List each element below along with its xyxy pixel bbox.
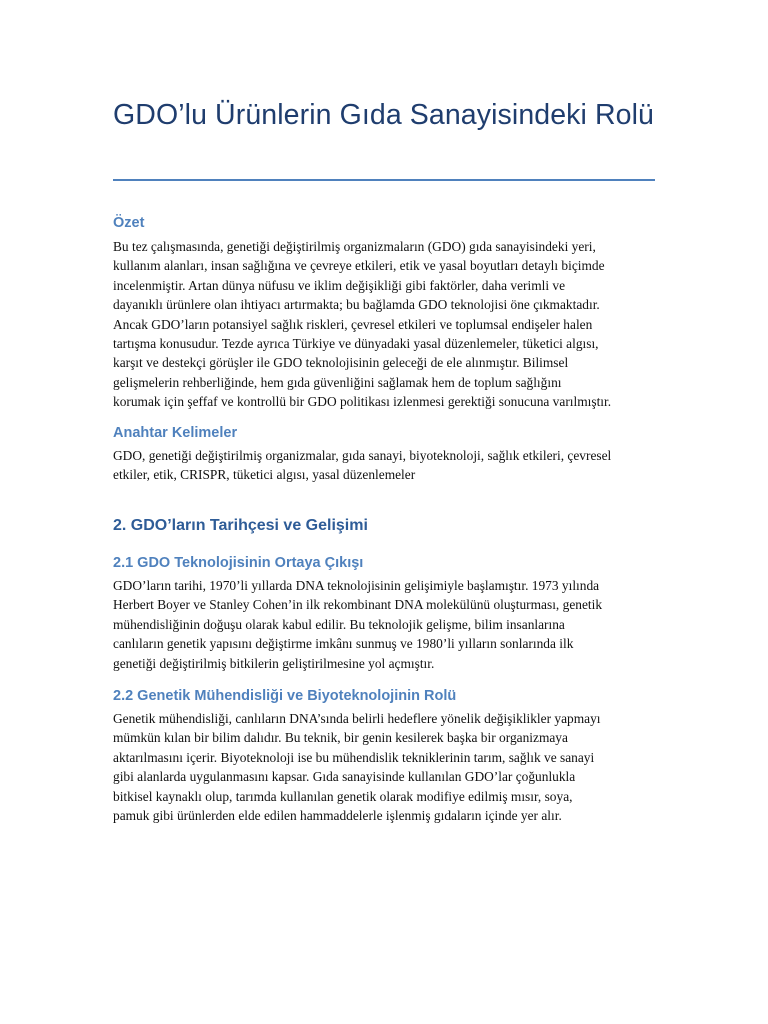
abstract-heading: Özet bbox=[113, 215, 145, 231]
keywords-heading: Anahtar Kelimeler bbox=[113, 425, 238, 441]
section-2-heading: 2. GDO’ların Tarihçesi ve Gelişimi bbox=[113, 517, 368, 534]
section-2-1-text: GDO’ların tarihi, 1970’li yıllarda DNA teknolojisinin gelişimiyle başlamıştır. 1973 yılında Herbert Boyer ve Stanley Cohen’in ilk rekombinant DNA molekülünü oluşturması, genetik mühendisliğinin doğuşu olarak kabul edilir. Bu teknolojik gelişme, bilim insanlarına canlıların genetik yapısını değiştirme imkânı sunmuş ve 1980’li yılların sonlarında ilk genetiği değiştirilmiş bitkilerin geliştirilmesine yol açmıştır. bbox=[113, 578, 603, 671]
keywords-text: GDO, genetiği değiştirilmiş organizmalar, gıda sanayi, biyoteknoloji, sağlık etkileri, çevresel etkiler, etik, CRISPR, tüketici algısı, yasal düzenlemeler bbox=[113, 448, 612, 483]
section-2-1-heading: 2.1 GDO Teknolojisinin Ortaya Çıkışı bbox=[113, 555, 364, 571]
title-divider bbox=[113, 179, 655, 181]
section-2-2-text: Genetik mühendisliği, canlıların DNA’sında belirli hedeflere yönelik değişiklikler yapmayı mümkün kılan bir bilim dalıdır. Bu teknik, bir genin kesilerek başka bir organizmaya aktarılmasını içerir. Biyoteknoloji ise bu mühendislik tekniklerinin tarım, sağlık ve sanayi gibi alanlarda uygulanmasını kapsar. Gıda sanayisinde kullanılan GDO’lar çoğunlukla bitkisel kaynaklı olup, tarımda kullanılan genetik olarak modifiye edilmiş mısır, soya, pamuk gibi ürünlerden elde edilen hammaddelerle işlenmiş gıdaların içinde yer alır. bbox=[113, 711, 601, 824]
abstract-text: Bu tez çalışmasında, genetiği değiştirilmiş organizmaların (GDO) gıda sanayisindeki yeri, kullanım alanları, insan sağlığına ve çevreye etkileri, etik ve yasal boyutları detaylı biçimde incelenmiştir. Artan dünya nüfusu ve iklim değişikliği gibi faktörler, daha verimli ve dayanıklı ürünlere olan ihtiyacı artırmakta; bu bağlamda GDO teknolojisi öne çıkmaktadır. Ancak GDO’ların potansiyel sağlık riskleri, çevresel etkileri ve toplumsal endişeler halen tartışma konusudur. Tezde ayrıca Türkiye ve dünyadaki yasal düzenlemeler, tüketici algısı, karşıt ve destekçi görüşler ile GDO teknolojisinin geleceği de ele alınmıştır. Bilimsel gelişmelerin rehberliğinde, hem gıda güvenliğini sağlamak hem de toplum sağlığını korumak için şeffaf ve kontrollü bir GDO politikası izlenmesi gerektiği sonucuna varılmıştır. bbox=[113, 239, 612, 410]
section-2-2-heading: 2.2 Genetik Mühendisliği ve Biyoteknolojinin Rolü bbox=[113, 688, 457, 704]
document-title: GDO’lu Ürünlerin Gıda Sanayisindeki Rolü bbox=[113, 99, 654, 131]
